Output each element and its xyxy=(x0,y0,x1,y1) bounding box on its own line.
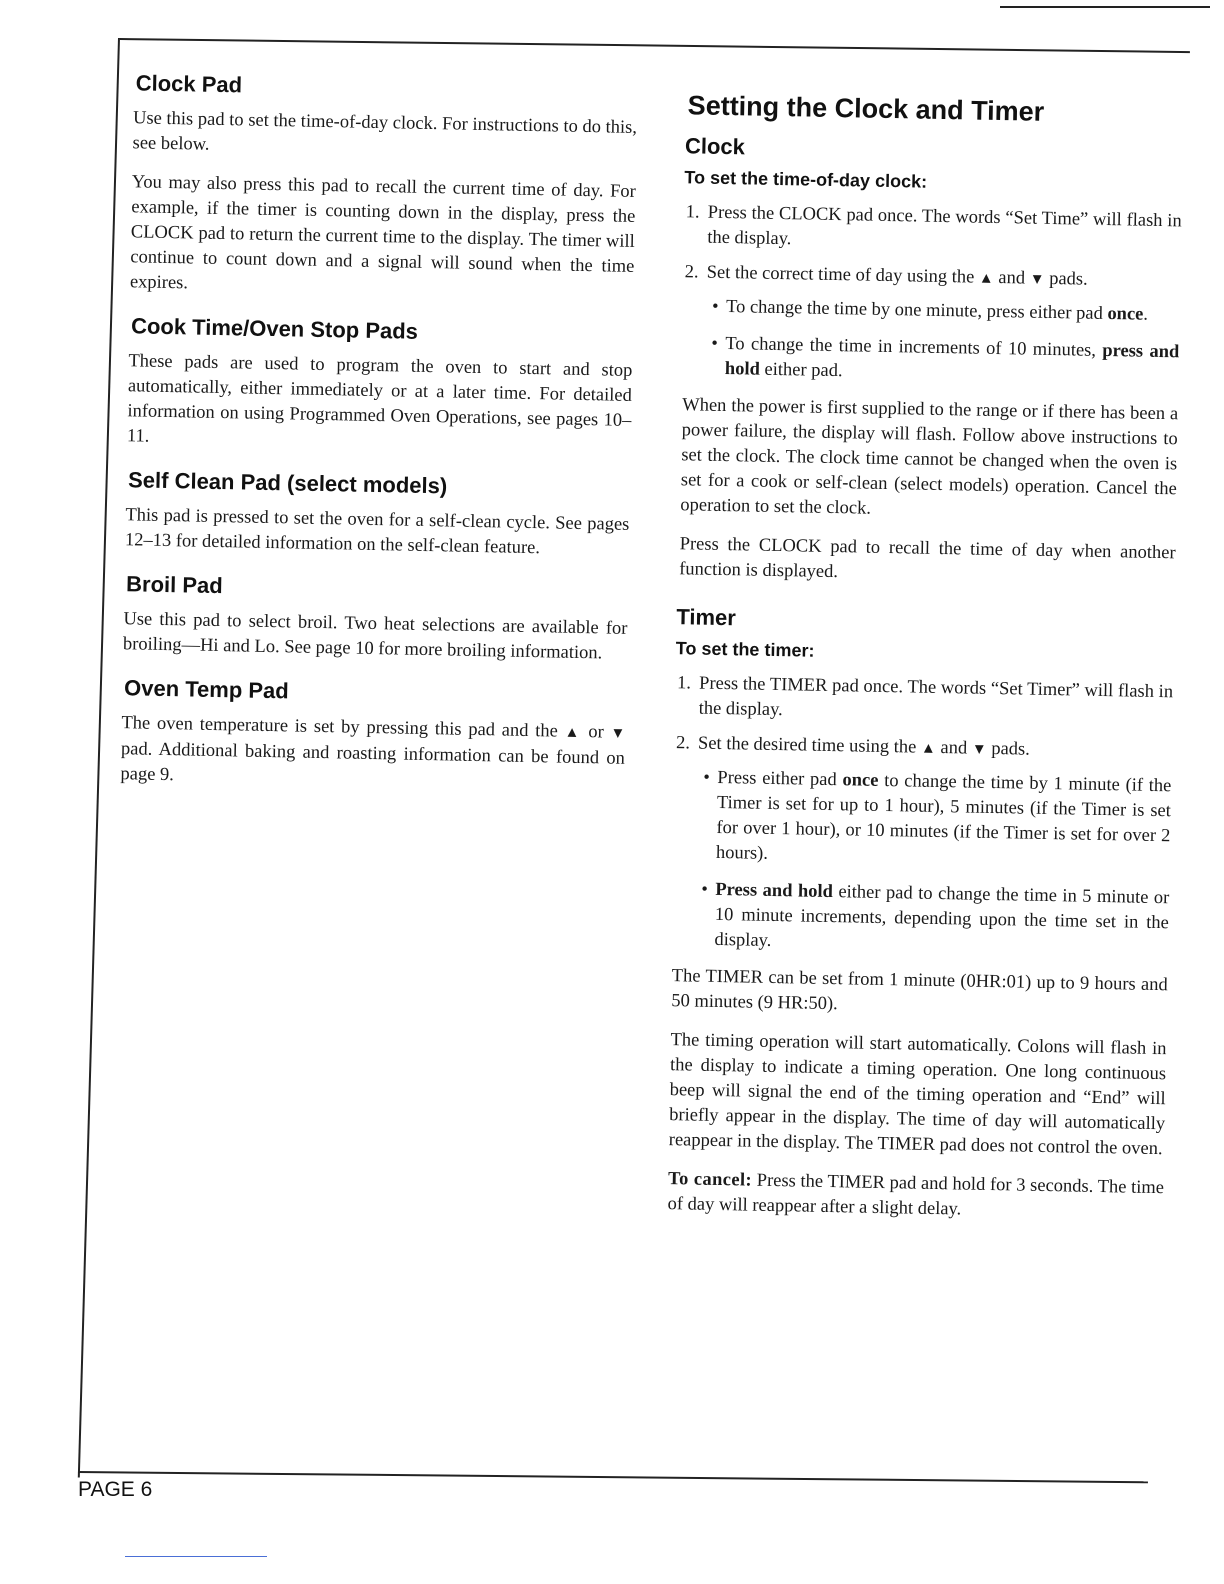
clock-bullet-2-text-a: To change the time in increments of 10 minutes, xyxy=(725,334,1097,361)
clock-step-2-text-a: Set the correct time of day using the xyxy=(706,262,975,288)
timer-steps xyxy=(672,671,1173,961)
timer-bullet-2 xyxy=(700,878,1169,962)
clock-step-2-text-b: pads. xyxy=(1049,268,1088,290)
left-column xyxy=(104,70,638,811)
clock-heading: Clock xyxy=(684,133,746,160)
up-arrow-icon: ▲ xyxy=(978,270,994,287)
timer-bullet-1-bold: once xyxy=(842,770,879,791)
page-title: Setting the Clock and Timer xyxy=(687,90,1045,127)
timer-step-1-text: Press the TIMER pad once. The words “Set Timer” will flash in the display. xyxy=(698,673,1174,721)
clock-subheading: To set the time-of-day clock: xyxy=(684,167,928,192)
clock-step-1 xyxy=(685,200,1182,259)
timer-paragraph-2: The timing operation will start automatically. Colons will flash in the display to indicate a timing operation. One long continuous beep will signal the end of the timing operation and “End” will briefly appear in the display. The time of day will automatically reappear in the display. The TIMER pad does not control the oven. xyxy=(668,1030,1167,1160)
timer-bullet-2-bold: Press and hold xyxy=(715,879,834,903)
clock-bullet-2 xyxy=(711,332,1180,391)
clock-pad-paragraph-1: Use this pad to set the time-of-day clock. For instructions to do this, see below. xyxy=(132,108,638,155)
self-clean-heading: Self Clean Pad (select models) xyxy=(127,467,448,499)
clock-paragraph-2: Press the CLOCK pad to recall the time of day when another function is displayed. xyxy=(679,534,1176,583)
clock-bullet-1-text: To change the time by one minute, press either pad xyxy=(725,297,1103,324)
clock-bullet-2-bold: press and hold xyxy=(724,340,1180,380)
up-arrow-icon: ▲ xyxy=(564,724,582,742)
clock-step-2-number: 2. xyxy=(684,262,699,283)
cook-time-paragraph: These pads are used to program the oven to start and stop automatically, either immediately or at a later time. For detailed information on using Programmed Oven Operations, see pages 10–11. xyxy=(126,351,633,447)
clock-bullet-1 xyxy=(712,295,1180,329)
timer-step-1-number: 1. xyxy=(676,673,692,694)
clock-step-1-number: 1. xyxy=(685,202,700,223)
timer-cancel-paragraph xyxy=(667,1167,1164,1226)
oven-temp-text-a: The oven temperature is set by pressing this pad and the xyxy=(121,713,559,742)
down-arrow-icon: ▼ xyxy=(610,725,626,742)
timer-step-2 xyxy=(672,731,1172,961)
clock-bullet-1-end: . xyxy=(1143,304,1149,325)
timer-paragraph-1: The TIMER can be set from 1 minute (0HR:01) up to 9 hours and 50 minutes (9 HR:50). xyxy=(671,966,1168,1015)
frame-bottom-rule xyxy=(78,1471,1148,1483)
clock-bullets xyxy=(705,295,1181,391)
cancel-text: Press the TIMER pad and hold for 3 seconds. The time of day will reappear after a slight delay. xyxy=(667,1170,1165,1220)
cancel-label: To cancel: xyxy=(667,1169,753,1191)
clock-steps xyxy=(683,200,1182,390)
timer-subheading: To set the timer: xyxy=(675,638,815,661)
clock-pad-heading: Clock Pad xyxy=(135,70,243,98)
frame-top-rule xyxy=(120,38,1190,53)
clock-paragraph-1: When the power is first supplied to the range or if there has been a power failure, the display will flash. Follow above instructions to set the clock. The clock time cannot be changed when the oven is set for a cook or self-clean (select models) operation. Cancel the operation to set the clock. xyxy=(680,395,1179,519)
timer-step-1 xyxy=(676,671,1173,730)
clock-pad-paragraph-2: You may also press this pad to recall the current time of day. For example, if the timer is counting down in the display, press the CLOCK pad to return the current time to the display. The timer will continue to count down and a signal will sound when the time expires. xyxy=(129,172,636,294)
timer-step-2-and: and xyxy=(940,738,968,759)
down-arrow-icon: ▼ xyxy=(1029,271,1045,288)
timer-bullet-1-text-b: to change the time by 1 minute (if the Timer is set for up to 1 hour), 5 minutes (if the Timer is set for over 1 hour), or 10 minutes (if the Timer is set for over 2 hours). xyxy=(715,771,1172,864)
cook-time-heading: Cook Time/Oven Stop Pads xyxy=(130,313,419,344)
oven-temp-heading: Oven Temp Pad xyxy=(123,675,289,704)
page-number: PAGE 6 xyxy=(78,1478,153,1501)
timer-bullet-1 xyxy=(702,766,1172,875)
timer-step-2-text-b: pads. xyxy=(991,738,1031,760)
broil-heading: Broil Pad xyxy=(125,571,223,599)
top-right-rule xyxy=(1000,6,1210,8)
oven-temp-or: or xyxy=(588,722,604,743)
oven-temp-text-b: pad. Additional baking and roasting information can be found on page 9. xyxy=(120,739,626,786)
clock-step-2 xyxy=(683,260,1181,390)
bottom-link-line xyxy=(125,1556,267,1557)
timer-heading: Timer xyxy=(676,604,737,631)
down-arrow-icon: ▼ xyxy=(971,741,987,758)
timer-bullet-2-text: either pad to change the time in 5 minute or 10 minute increments, depending upon the time set in the display. xyxy=(714,882,1170,951)
clock-bullet-1-bold: once xyxy=(1107,304,1144,325)
up-arrow-icon: ▲ xyxy=(920,740,936,757)
timer-step-2-number: 2. xyxy=(675,733,691,754)
timer-step-2-text-a: Set the desired time using the xyxy=(697,733,917,758)
timer-bullets xyxy=(694,766,1171,962)
timer-bullet-1-text-a: Press either pad xyxy=(717,767,837,791)
clock-bullet-2-text-b: either pad. xyxy=(764,359,843,382)
clock-step-1-text: Press the CLOCK pad once. The words “Set Time” will flash in the display. xyxy=(707,202,1182,250)
right-column xyxy=(651,90,1184,1240)
oven-temp-paragraph xyxy=(120,711,625,797)
broil-paragraph: Use this pad to select broil. Two heat selections are available for broiling—Hi and Lo. See page 10 for more broiling information. xyxy=(122,609,628,664)
clock-step-2-and: and xyxy=(998,268,1026,289)
self-clean-paragraph: This pad is pressed to set the oven for a self-clean cycle. See pages 12–13 for detailed information on the self-clean feature. xyxy=(124,505,630,559)
